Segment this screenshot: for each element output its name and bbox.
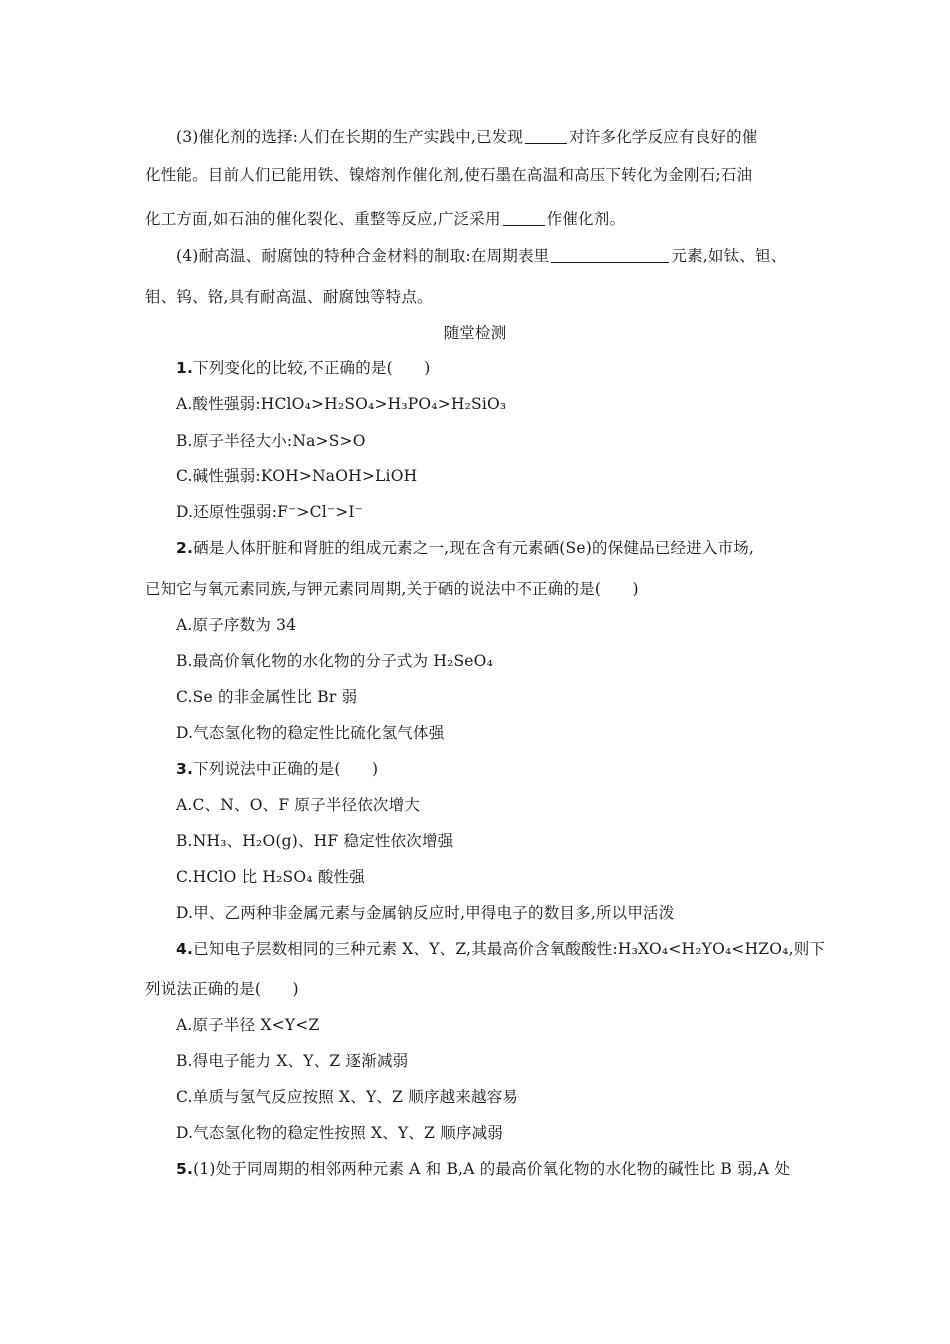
question-1-option-b: B.原子半径大小:Na>S>O <box>176 432 366 450</box>
text-segment: 作催化剂。 <box>546 210 626 228</box>
paragraph-3-line-2: 化性能。目前人们已能用铁、镍熔剂作催化剂,使石墨在高温和高压下转化为金刚石;石油 <box>145 166 753 184</box>
question-1-option-c: C.碱性强弱:KOH>NaOH>LiOH <box>176 467 418 485</box>
question-1-stem <box>176 357 820 379</box>
question-4-option-a: A.原子半径 X<Y<Z <box>176 1016 320 1034</box>
text-segment: 元素,如钛、钽、 <box>671 247 787 265</box>
question-text: 已知电子层数相同的三种元素 X、Y、Z,其最高价含氧酸酸性:H₃XO₄<H₂YO₄<HZO₄,则下 <box>193 940 826 958</box>
question-3-option-c: C.HClO 比 H₂SO₄ 酸性强 <box>176 868 365 886</box>
question-number: 2. <box>176 539 194 557</box>
question-5-stem-line-1 <box>176 1158 820 1180</box>
question-2-option-c: C.Se 的非金属性比 Br 弱 <box>176 688 358 706</box>
question-3-option-b: B.NH₃、H₂O(g)、HF 稳定性依次增强 <box>176 832 454 850</box>
text-segment: 化工方面,如石油的催化裂化、重整等反应,广泛采用 <box>145 210 501 228</box>
question-number: 4. <box>176 940 194 958</box>
question-2-option-b: B.最高价氧化物的水化物的分子式为 H₂SeO₄ <box>176 652 493 670</box>
question-4-stem-line-1 <box>176 938 826 960</box>
question-text: 下列说法中正确的是( ) <box>193 760 379 778</box>
question-1-option-a: A.酸性强弱:HClO₄>H₂SO₄>H₃PO₄>H₂SiO₃ <box>176 395 507 413</box>
question-2-option-d: D.气态氢化物的稳定性比硫化氢气体强 <box>176 724 445 742</box>
paragraph-3-line-3 <box>145 208 820 230</box>
text-segment: (4)耐高温、耐腐蚀的特种合金材料的制取:在周期表里 <box>176 247 550 265</box>
fill-blank <box>525 127 567 144</box>
question-number: 1. <box>176 359 194 377</box>
paragraph-3-line-1 <box>176 126 820 148</box>
question-1-option-d: D.还原性强弱:F⁻>Cl⁻>I⁻ <box>176 503 364 521</box>
question-2-option-a: A.原子序数为 34 <box>176 616 297 634</box>
question-number: 3. <box>176 760 194 778</box>
text-segment: (3)催化剂的选择:人们在长期的生产实践中,已发现 <box>176 128 524 146</box>
question-4-stem-line-2: 列说法正确的是( ) <box>145 980 299 998</box>
text-segment: 对许多化学反应有良好的催 <box>569 128 758 146</box>
question-text: 下列变化的比较,不正确的是( ) <box>193 359 431 377</box>
question-3-option-d: D.甲、乙两种非金属元素与金属钠反应时,甲得电子的数目多,所以甲活泼 <box>176 904 675 922</box>
paragraph-4-line-2: 钼、钨、铬,具有耐高温、耐腐蚀等特点。 <box>145 288 433 306</box>
fill-blank <box>503 209 545 226</box>
question-2-stem-line-2: 已知它与氧元素同族,与钾元素同周期,关于硒的说法中不正确的是( ) <box>145 580 639 598</box>
question-4-option-b: B.得电子能力 X、Y、Z 逐渐减弱 <box>176 1052 409 1070</box>
paragraph-4-line-1 <box>176 245 820 267</box>
question-text: (1)处于同周期的相邻两种元素 A 和 B,A 的最高价氧化物的水化物的碱性比 B 弱,A 处 <box>193 1160 791 1178</box>
question-2-stem-line-1 <box>176 537 820 559</box>
question-4-option-c: C.单质与氢气反应按照 X、Y、Z 顺序越来越容易 <box>176 1088 519 1106</box>
question-number: 5. <box>176 1160 194 1178</box>
fill-blank <box>551 246 669 263</box>
question-3-option-a: A.C、N、O、F 原子半径依次增大 <box>176 796 421 814</box>
question-3-stem <box>176 758 820 780</box>
section-heading: 随堂检测 <box>443 324 507 342</box>
question-text: 硒是人体肝脏和肾脏的组成元素之一,现在含有元素硒(Se)的保健品已经进入市场, <box>193 539 755 557</box>
question-4-option-d: D.气态氢化物的稳定性按照 X、Y、Z 顺序减弱 <box>176 1124 503 1142</box>
